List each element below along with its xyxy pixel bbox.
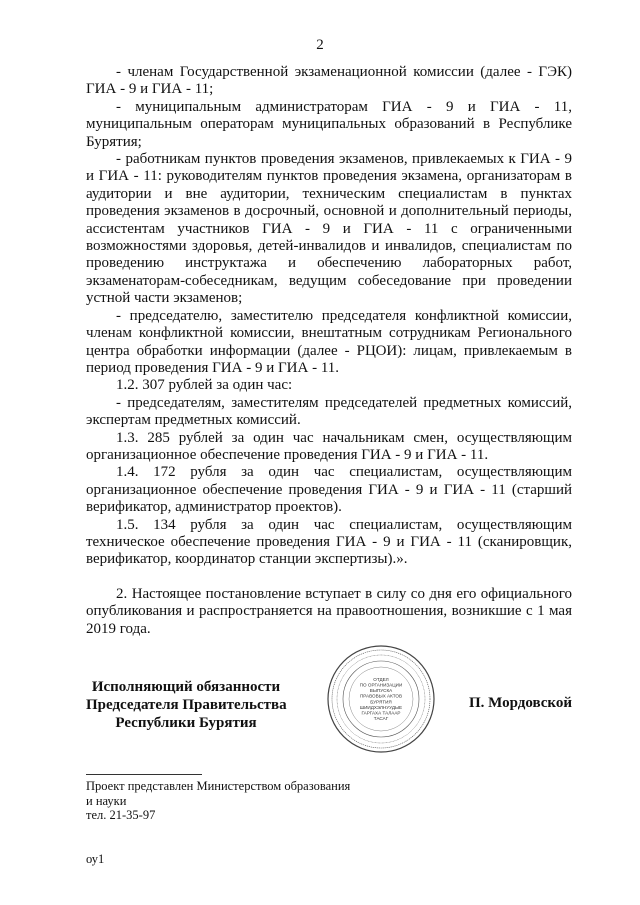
paragraph: - председателям, заместителям председателей предметных комиссий, экспертам предметных комиссий. bbox=[86, 394, 572, 429]
footnote bbox=[86, 779, 350, 823]
paragraph: - работникам пунктов проведения экзаменов, привлекаемых к ГИА - 9 и ГИА - 11: руководителям пунктов проведения экзамена, организаторам в аудитории и вне аудитории, техническим специалистам в пунктах проведения экзаменов в досрочный, основной и дополнительный периоды, ассистентам участников ГИА - 9 и ГИА - 11 с ограниченными возможностями здоровья, детей-инвалидов и инвалидов, специалистам по проведению инструктажа и обеспечению лабораторных работ, экзаменаторам-собеседникам, ведущим собеседование при проведении устной части экзаменов; bbox=[86, 151, 572, 307]
seal-text-line: ВЫПУСКА bbox=[369, 688, 393, 694]
signature-block bbox=[86, 678, 572, 738]
file-code: оу1 bbox=[86, 852, 105, 866]
paragraph: - муниципальным администраторам ГИА - 9 и ГИА - 11, муниципальным операторам муниципальных образований в Республике Бурятия; bbox=[86, 98, 572, 150]
page-number: 2 bbox=[316, 37, 324, 53]
paragraph: 1.4. 172 рубля за один час специалистам, осуществляющим организационное обеспечение проведения ГИА - 9 и ГИА - 11 (старший верификатор, администратор проектов). bbox=[86, 464, 572, 516]
footnote-line: Проект представлен Министерством образования bbox=[86, 779, 351, 793]
signatory-title bbox=[86, 678, 286, 732]
seal-text-line: ШИИДХЭЛНУУДЫЕ bbox=[359, 704, 403, 710]
paragraph: 1.2. 307 рублей за один час: bbox=[116, 377, 293, 394]
footnote-line: и науки bbox=[86, 793, 127, 808]
signatory-name: П. Мордовской bbox=[468, 695, 572, 711]
paragraph: 1.3. 285 рублей за один час начальникам смен, осуществляющим организационное обеспечение проведения ГИА - 9 и ГИА - 11. bbox=[86, 429, 572, 463]
paragraph: 2. Настоящее постановление вступает в силу со дня его официального опубликования и распространяется на правоотношения, возникшие с 1 мая 2019 года. bbox=[86, 585, 572, 637]
seal-text-line: ОТДЕЛ bbox=[373, 676, 389, 682]
seal-text-line: ПРАВОВЫХ АКТОВ bbox=[359, 693, 403, 699]
seal-text-line: ГАРГАХА ТАЛААР bbox=[361, 710, 401, 716]
paragraph: - членам Государственной экзаменационной комиссии (далее - ГЭК) ГИА - 9 и ГИА - 11; bbox=[86, 64, 572, 98]
paragraph: 1.5. 134 рубля за один час специалистам, осуществляющим техническое обеспечение проведения ГИА - 9 и ГИА - 11 (сканировщик, верификатор, координатор станции экспертизы).». bbox=[86, 516, 572, 568]
seal-text-line: ТАСАГ bbox=[373, 716, 389, 722]
footnote-divider bbox=[86, 774, 202, 775]
seal-text-line: ПО ОРГАНИЗАЦИИ bbox=[359, 682, 403, 688]
signatory-title-line: Председателя Правительства bbox=[86, 697, 287, 713]
signatory-title-line: Республики Бурятия bbox=[115, 715, 257, 731]
document-body bbox=[86, 64, 572, 638]
signatory-title-line: Исполняющий обязанности bbox=[91, 679, 281, 695]
footnote-line: тел. 21-35-97 bbox=[86, 808, 156, 822]
seal-text-line: БУРЯТИЯ bbox=[370, 699, 392, 705]
paragraph: - председателю, заместителю председателя конфликтной комиссии, членам конфликтной комиссии, внештатным сотрудникам Регионального центра обработки информации (далее - РЦОИ): лицам, привлекаемым в период проведения ГИА - 9 и ГИА - 11. bbox=[86, 307, 572, 376]
